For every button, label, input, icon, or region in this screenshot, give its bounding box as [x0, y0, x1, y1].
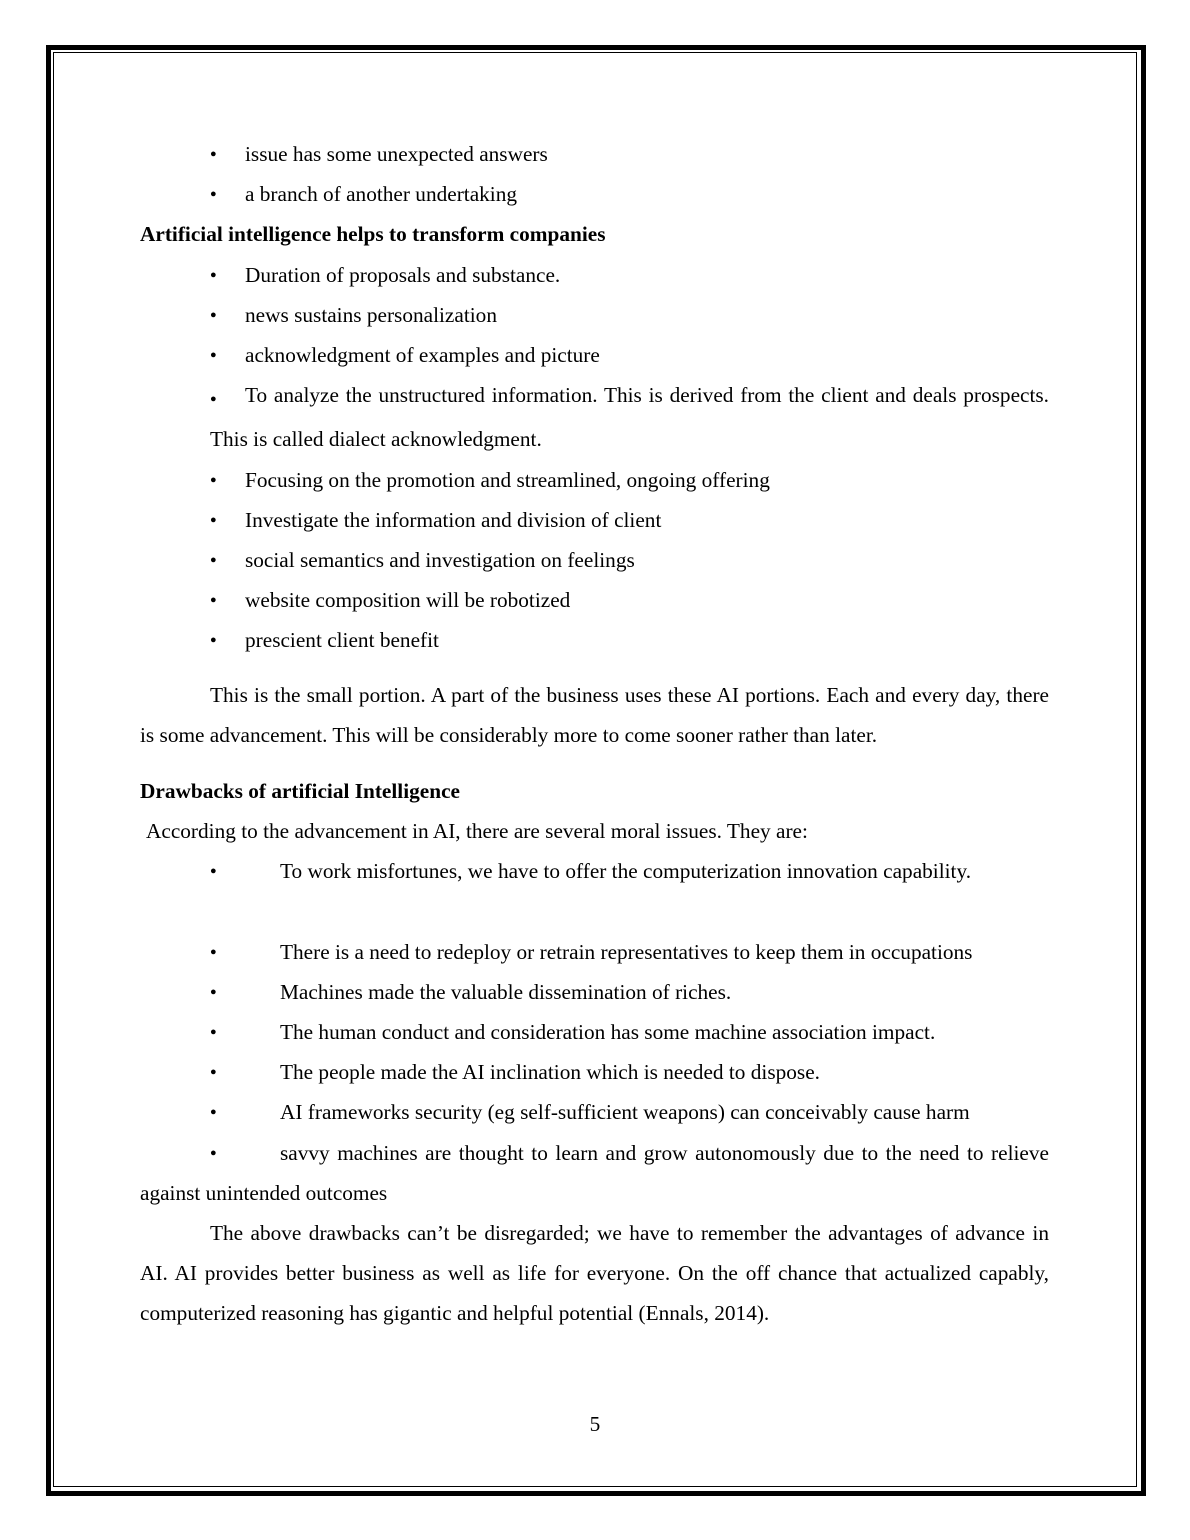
list-item: ● There is a need to redeploy or retrain representatives to keep them in occupations: [140, 932, 1049, 972]
list-item: ● website composition will be robotized: [140, 580, 1049, 620]
bullet-icon: ●: [210, 1026, 217, 1039]
bullet-icon: ●: [210, 1106, 217, 1119]
list-item: ● Focusing on the promotion and streamlined, ongoing offering: [140, 460, 1049, 500]
list-item: ● Investigate the information and division of client: [140, 500, 1049, 540]
intro-text: According to the advancement in AI, there are several moral issues. They are:: [146, 819, 808, 844]
bullet-icon: ●: [210, 349, 217, 362]
bullet-icon: ●: [210, 308, 217, 321]
list-item: ● savvy machines are thought to learn and grow autonomously due to the need to relieve against unintended outcomes: [140, 1133, 1049, 1213]
list-item: ● To analyze the unstructured information. This is derived from the client and deals prospects. This is called dialect acknowledgment.: [140, 375, 1049, 459]
list-item: ● social semantics and investigation on feelings: [140, 540, 1049, 580]
bullet-icon: ●: [210, 513, 217, 526]
section-heading: Drawbacks of artificial Intelligence: [140, 779, 460, 804]
list-item: ● news sustains personalization: [140, 295, 1049, 335]
bullet-icon: ●: [210, 554, 217, 567]
section-heading: Artificial intelligence helps to transform companies: [140, 222, 606, 247]
list-item: ● issue has some unexpected answers: [140, 134, 1049, 174]
bullet-icon: ●: [210, 188, 217, 201]
list-item: ● prescient client benefit: [140, 620, 1049, 660]
list-item: ● To work misfortunes, we have to offer the computerization innovation capability.: [140, 851, 1049, 891]
list-item: ● a branch of another undertaking: [140, 174, 1049, 214]
list-item: ● The human conduct and consideration has some machine association impact.: [140, 1012, 1049, 1052]
bullet-icon: ●: [210, 865, 217, 878]
list-item: ● AI frameworks security (eg self-sufficient weapons) can conceivably cause harm: [140, 1092, 1049, 1132]
bullet-icon: ●: [210, 268, 217, 281]
bullet-icon: ●: [210, 634, 217, 647]
bullet-icon: ●: [210, 473, 217, 486]
bullet-icon: ●: [210, 594, 217, 607]
list-item: ● Machines made the valuable dissemination of riches.: [140, 972, 1049, 1012]
paragraph: This is the small portion. A part of the business uses these AI portions. Each and every day, there is some advancement. This will be considerably more to come sooner rather than later.: [140, 682, 1049, 747]
document-body: [140, 134, 1049, 1334]
paragraph: The above drawbacks can’t be disregarded; we have to remember the advantages of advance in AI. AI provides better business as well as life for everyone. On the off chance that actualized capably, computerized reasoning has gigantic and helpful potential (Ennals, 2014).: [140, 1221, 1049, 1326]
bullet-icon: ●: [210, 985, 217, 998]
page-number: 5: [589, 1412, 601, 1436]
bullet-icon: ●: [210, 393, 217, 406]
list-item: ● acknowledgment of examples and picture: [140, 335, 1049, 375]
bullet-icon: ●: [210, 148, 217, 160]
bullet-icon: ●: [210, 1066, 217, 1079]
bullet-icon: ●: [210, 945, 217, 958]
list-item: ● Duration of proposals and substance.: [140, 255, 1049, 295]
bullet-icon: ●: [210, 1146, 217, 1159]
list-item: ● The people made the AI inclination which is needed to dispose.: [140, 1052, 1049, 1092]
